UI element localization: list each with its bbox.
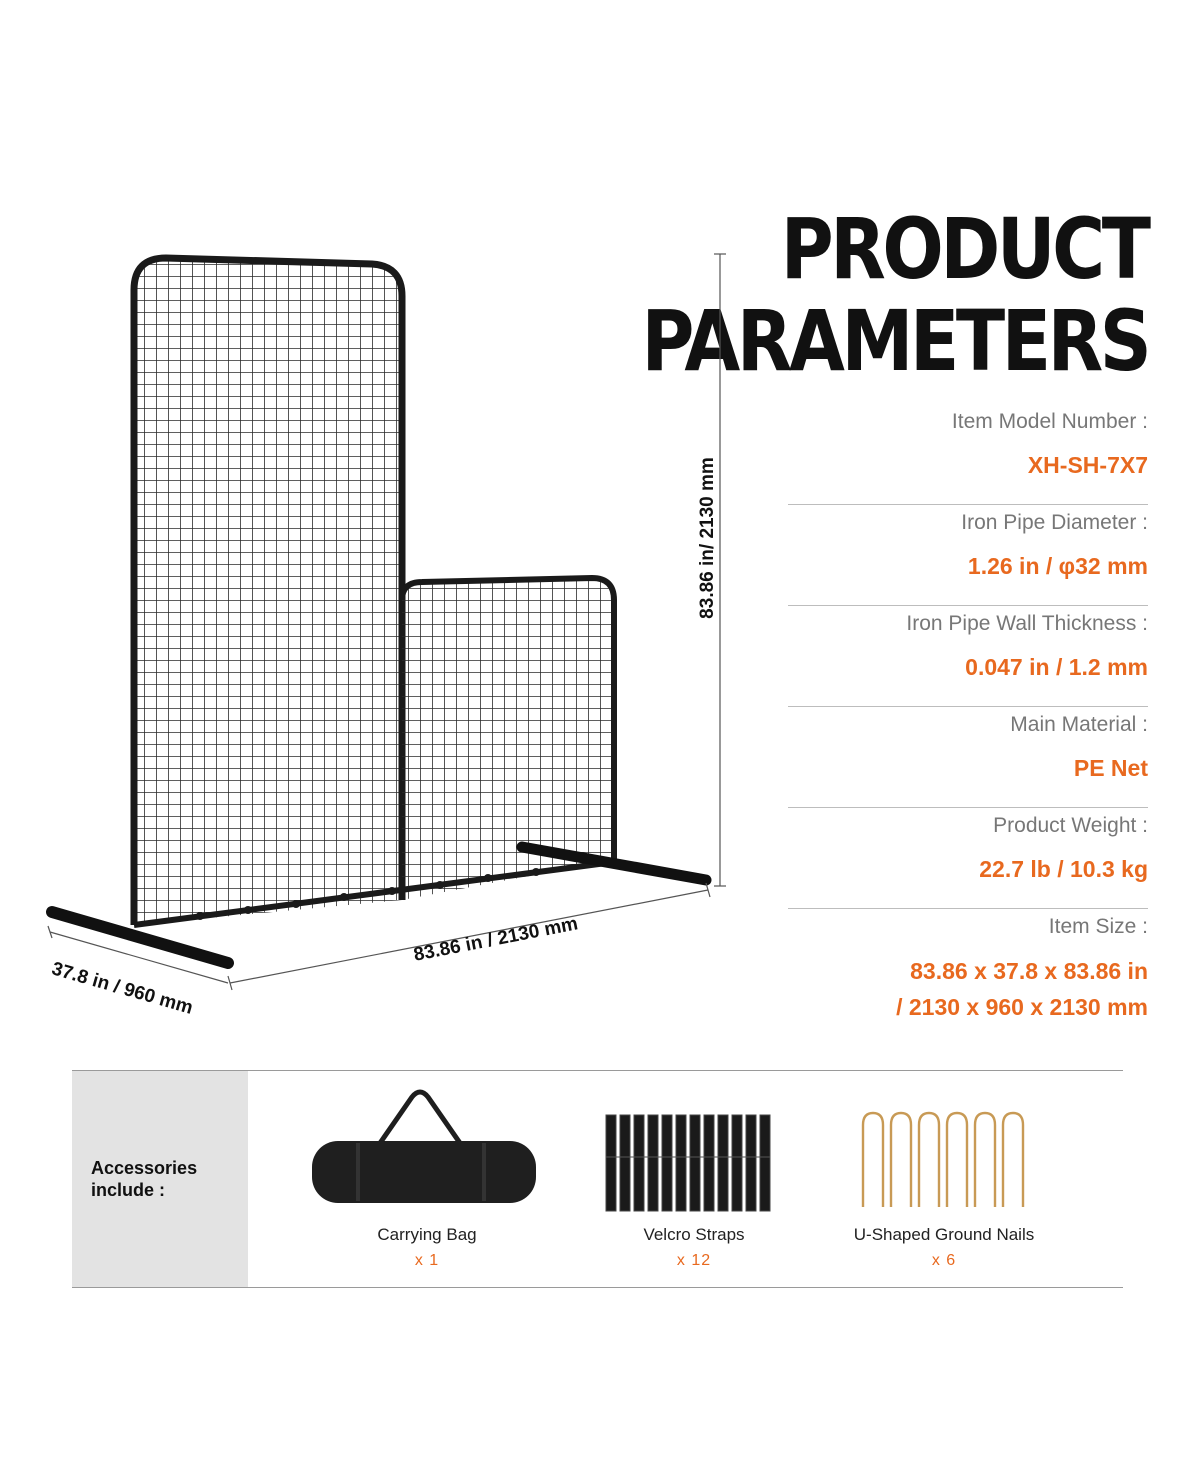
- spec-weight: [788, 808, 1148, 909]
- spec-value-line2: / 2130 x 960 x 2130 mm: [896, 994, 1148, 1020]
- accessory-name: Carrying Bag: [377, 1225, 477, 1244]
- spec-value: PE Net: [1073, 755, 1148, 781]
- short-net-panel: [402, 578, 614, 900]
- spec-label: Main Material :: [1010, 713, 1148, 736]
- accessory-velcro-straps: [569, 1071, 819, 1287]
- accessory-name: U-Shaped Ground Nails: [853, 1225, 1035, 1244]
- tall-net-panel: [134, 258, 402, 925]
- accessory-ground-nails: [819, 1071, 1069, 1287]
- spec-value: 22.7 lb / 10.3 kg: [979, 856, 1148, 882]
- accessory-qty: x 12: [676, 1252, 712, 1269]
- accessory-qty: x 6: [931, 1252, 957, 1269]
- spec-label: Product Weight :: [993, 814, 1148, 837]
- spec-model: [788, 404, 1148, 505]
- height-dimension-label: 83.86 in/ 2130 mm: [697, 457, 718, 619]
- net-illustration: [0, 0, 760, 1040]
- spec-label: Iron Pipe Wall Thickness :: [906, 612, 1148, 635]
- accessory-carrying-bag: [302, 1071, 552, 1287]
- accessories-panel: [72, 1070, 1123, 1288]
- spec-list: [788, 404, 1148, 1020]
- width-dimension-label: 83.86 in / 2130 mm: [411, 913, 580, 966]
- spec-item-size: [788, 909, 1148, 1020]
- spec-value: 0.047 in / 1.2 mm: [965, 654, 1148, 680]
- spec-value: XH-SH-7X7: [1027, 452, 1148, 478]
- spec-label: Iron Pipe Diameter :: [961, 511, 1148, 534]
- accessories-header-cell: [72, 1071, 248, 1287]
- spec-material: [788, 707, 1148, 808]
- carrying-bag-icon: [302, 1081, 552, 1216]
- accessories-title: Accessories include :: [91, 1158, 198, 1200]
- page-title-line1: PRODUCT: [781, 200, 1148, 298]
- spec-value: 1.26 in / φ32 mm: [967, 553, 1148, 579]
- spec-pipe-diameter: [788, 505, 1148, 606]
- spec-label: Item Model Number :: [951, 410, 1148, 433]
- spec-wall-thickness: [788, 606, 1148, 707]
- spec-value: [896, 953, 1148, 1025]
- accessory-name: Velcro Straps: [643, 1225, 745, 1244]
- ground-nails-icon: [819, 1081, 1069, 1216]
- spec-label: Item Size :: [1048, 915, 1148, 938]
- page-title-line2: PARAMETERS: [641, 292, 1148, 390]
- depth-dimension-label: 37.8 in / 960 mm: [49, 958, 196, 1019]
- accessory-qty: x 1: [414, 1252, 440, 1269]
- velcro-straps-icon: [569, 1081, 819, 1216]
- spec-value-line1: 83.86 x 37.8 x 83.86 in: [910, 958, 1148, 984]
